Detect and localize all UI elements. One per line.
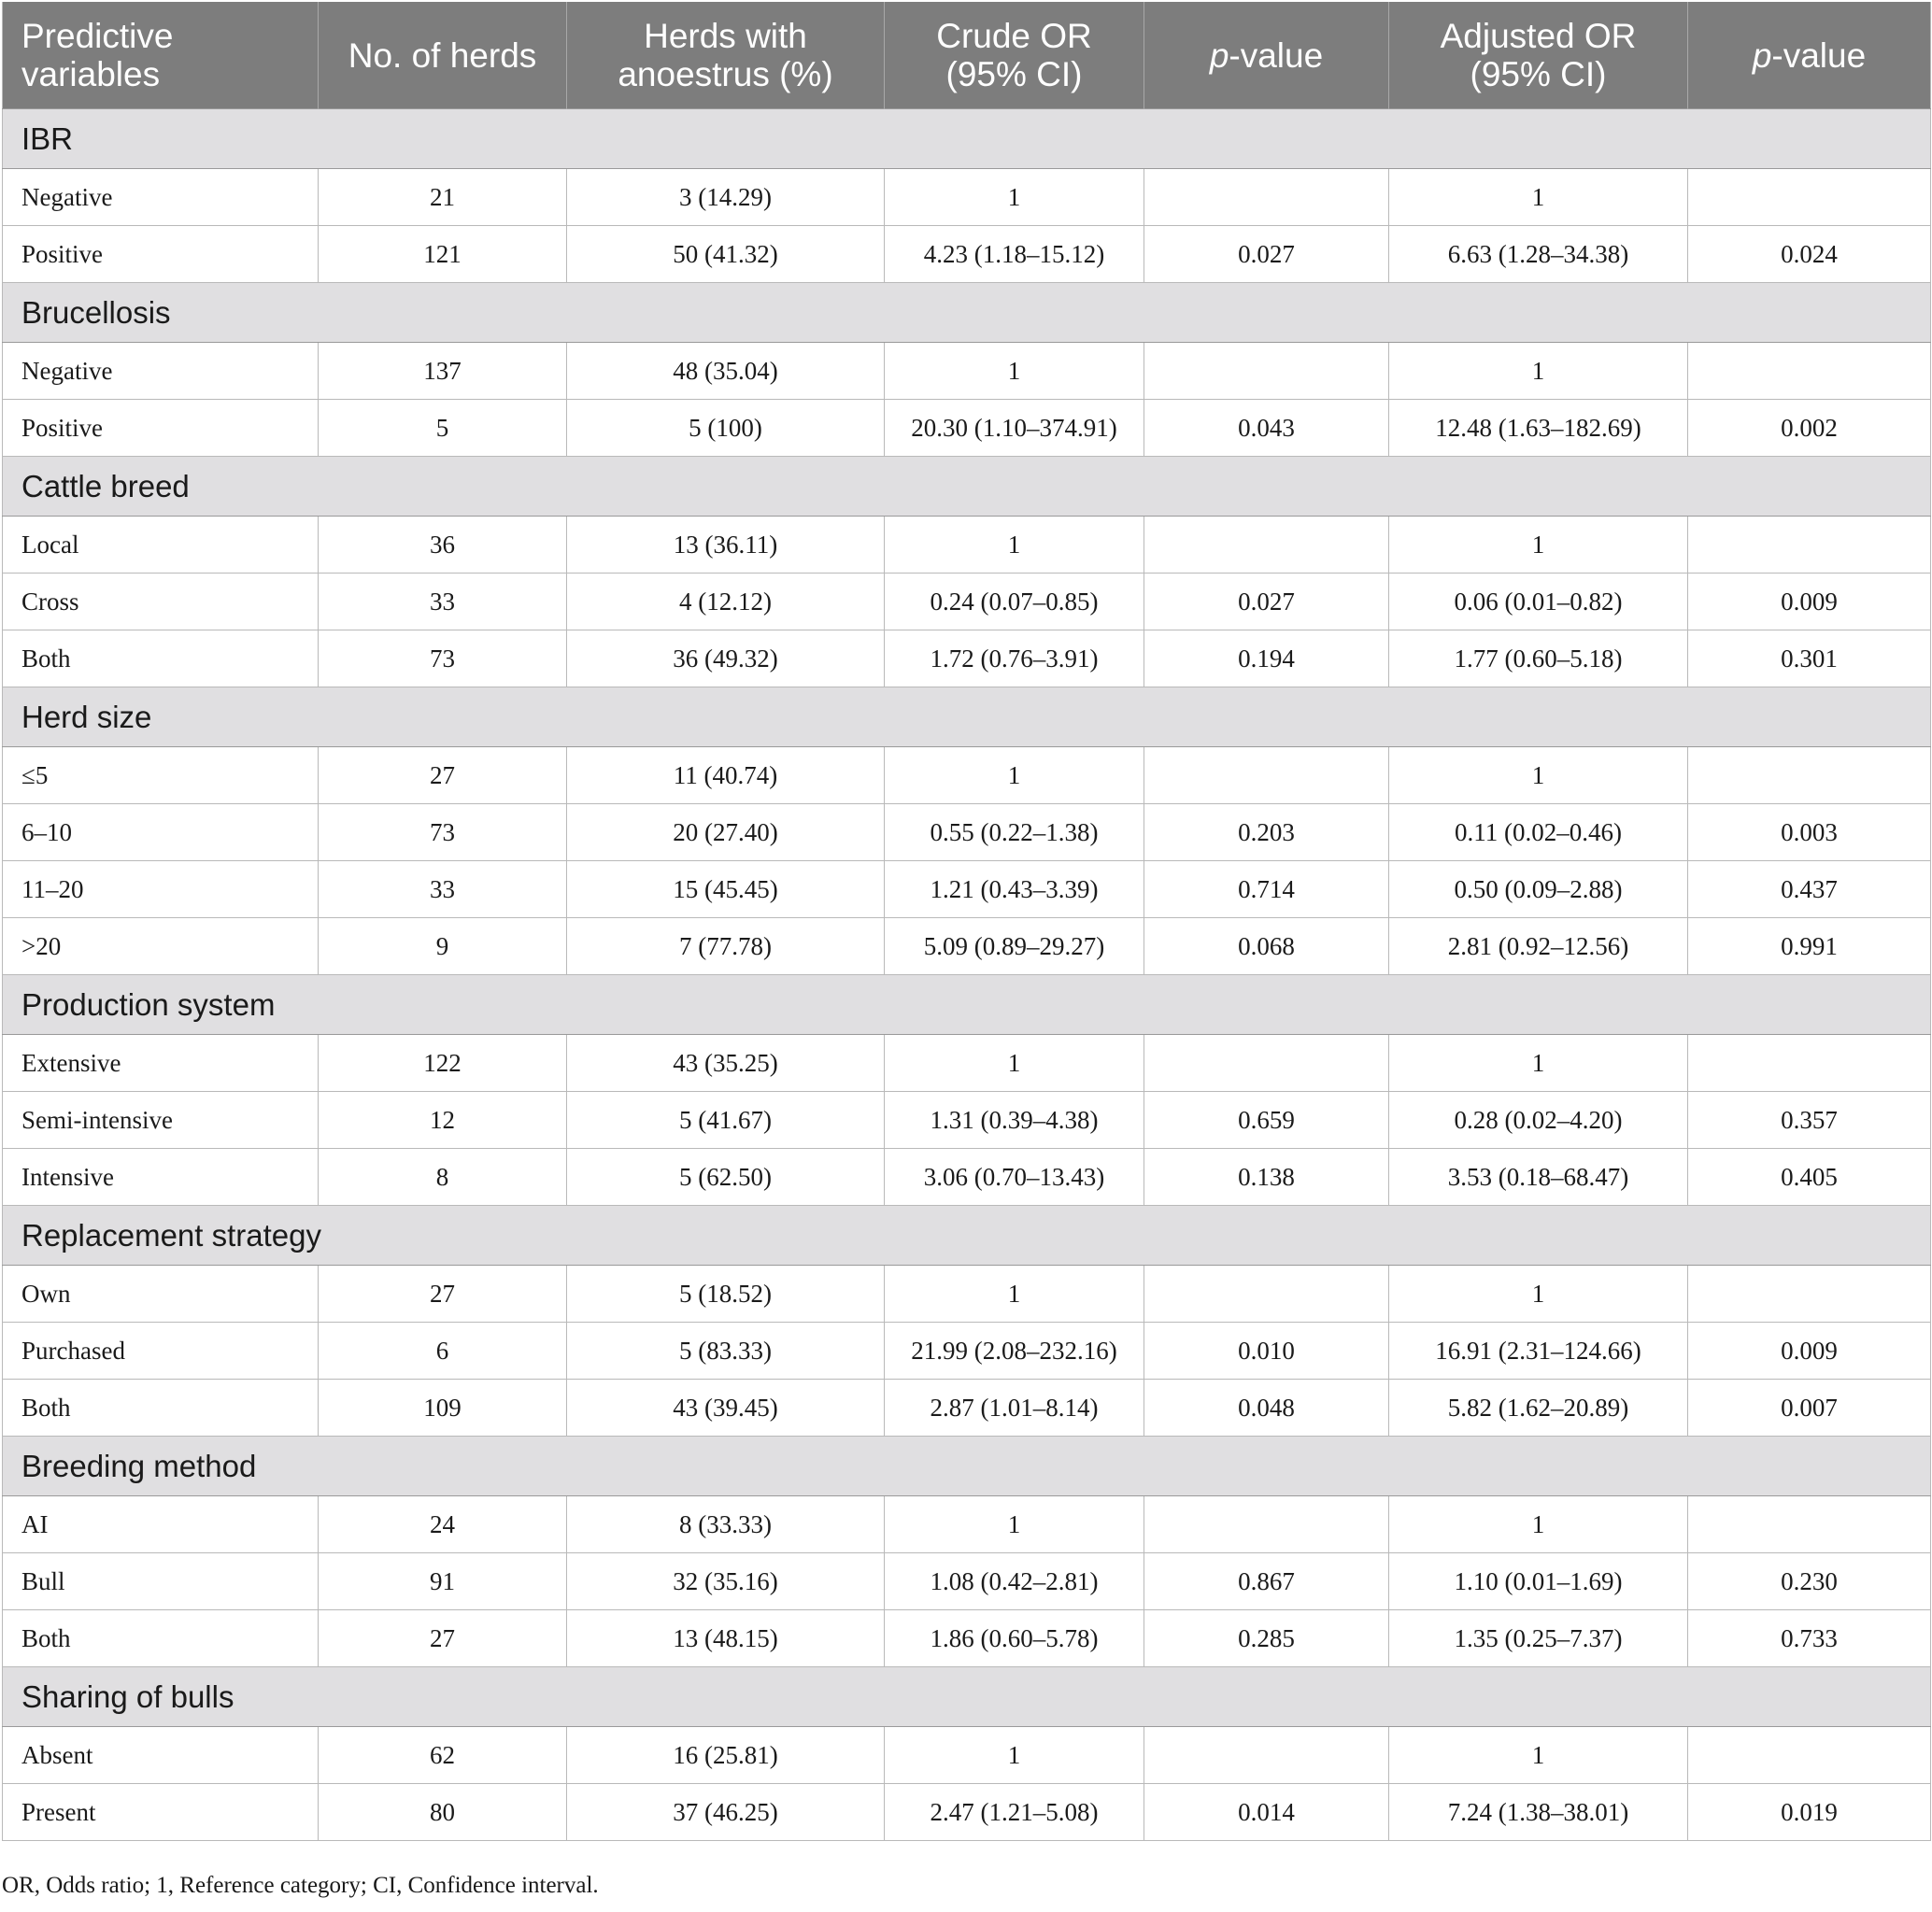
group-header-row (3, 1667, 1931, 1727)
cell-p-value-crude: 0.027 (1144, 574, 1389, 630)
cell-herds-with-anoestrus: 11 (40.74) (567, 747, 885, 804)
cell-no-of-herds: 21 (319, 169, 567, 226)
row-label: Absent (3, 1727, 319, 1784)
cell-adjusted-or: 2.81 (0.92–12.56) (1389, 918, 1688, 975)
table-row (3, 1784, 1931, 1841)
cell-herds-with-anoestrus: 5 (83.33) (567, 1323, 885, 1380)
table-row (3, 1496, 1931, 1553)
table-row (3, 1553, 1931, 1610)
table-row (3, 343, 1931, 400)
cell-p-value-adjusted: 0.230 (1688, 1553, 1931, 1610)
cell-herds-with-anoestrus: 50 (41.32) (567, 226, 885, 283)
table-row (3, 747, 1931, 804)
cell-no-of-herds: 9 (319, 918, 567, 975)
cell-adjusted-or: 7.24 (1.38–38.01) (1389, 1784, 1688, 1841)
cell-adjusted-or: 1 (1389, 169, 1688, 226)
cell-p-value-adjusted: 0.024 (1688, 226, 1931, 283)
cell-no-of-herds: 121 (319, 226, 567, 283)
cell-p-value-adjusted: 0.019 (1688, 1784, 1931, 1841)
group-label: Herd size (3, 687, 1931, 747)
cell-p-value-adjusted (1688, 517, 1931, 574)
group-label: Sharing of bulls (3, 1667, 1931, 1727)
row-label: Negative (3, 169, 319, 226)
row-label: Cross (3, 574, 319, 630)
row-label: Both (3, 630, 319, 687)
cell-adjusted-or: 1 (1389, 1496, 1688, 1553)
group-label: Cattle breed (3, 457, 1931, 517)
cell-no-of-herds: 109 (319, 1380, 567, 1437)
table-row (3, 574, 1931, 630)
cell-adjusted-or: 6.63 (1.28–34.38) (1389, 226, 1688, 283)
header-predictive-variables: Predictive variables (3, 2, 319, 109)
cell-adjusted-or: 1 (1389, 343, 1688, 400)
table-row (3, 1266, 1931, 1323)
cell-herds-with-anoestrus: 20 (27.40) (567, 804, 885, 861)
cell-adjusted-or: 1.10 (0.01–1.69) (1389, 1553, 1688, 1610)
cell-p-value-adjusted: 0.002 (1688, 400, 1931, 457)
cell-p-value-crude: 0.659 (1144, 1092, 1389, 1149)
table-row (3, 1092, 1931, 1149)
cell-p-value-crude: 0.027 (1144, 226, 1389, 283)
row-label: Extensive (3, 1035, 319, 1092)
cell-crude-or: 21.99 (2.08–232.16) (885, 1323, 1144, 1380)
row-label: Semi-intensive (3, 1092, 319, 1149)
cell-adjusted-or: 1 (1389, 1035, 1688, 1092)
header-p-suffix: -value (1229, 35, 1324, 75)
cell-crude-or: 1 (885, 169, 1144, 226)
row-label: Local (3, 517, 319, 574)
row-label: Bull (3, 1553, 319, 1610)
cell-no-of-herds: 12 (319, 1092, 567, 1149)
table-row (3, 1149, 1931, 1206)
table-row (3, 1380, 1931, 1437)
cell-herds-with-anoestrus: 5 (62.50) (567, 1149, 885, 1206)
cell-p-value-adjusted (1688, 1266, 1931, 1323)
cell-p-value-adjusted: 0.733 (1688, 1610, 1931, 1667)
cell-crude-or: 0.55 (0.22–1.38) (885, 804, 1144, 861)
cell-p-value-crude (1144, 1035, 1389, 1092)
cell-adjusted-or: 0.06 (0.01–0.82) (1389, 574, 1688, 630)
table-row (3, 1035, 1931, 1092)
cell-no-of-herds: 5 (319, 400, 567, 457)
cell-crude-or: 20.30 (1.10–374.91) (885, 400, 1144, 457)
cell-crude-or: 3.06 (0.70–13.43) (885, 1149, 1144, 1206)
cell-p-value-crude: 0.194 (1144, 630, 1389, 687)
cell-herds-with-anoestrus: 32 (35.16) (567, 1553, 885, 1610)
header-p-value-crude (1144, 2, 1389, 109)
cell-adjusted-or: 1.77 (0.60–5.18) (1389, 630, 1688, 687)
table-row (3, 517, 1931, 574)
cell-p-value-adjusted (1688, 169, 1931, 226)
cell-p-value-crude: 0.285 (1144, 1610, 1389, 1667)
cell-p-value-crude (1144, 517, 1389, 574)
row-label: Negative (3, 343, 319, 400)
cell-p-value-adjusted: 0.009 (1688, 1323, 1931, 1380)
cell-adjusted-or: 1 (1389, 747, 1688, 804)
cell-no-of-herds: 137 (319, 343, 567, 400)
row-label: Own (3, 1266, 319, 1323)
cell-p-value-crude: 0.203 (1144, 804, 1389, 861)
cell-crude-or: 1.08 (0.42–2.81) (885, 1553, 1144, 1610)
row-label: Positive (3, 400, 319, 457)
table-row (3, 1727, 1931, 1784)
cell-p-value-crude: 0.043 (1144, 400, 1389, 457)
header-crude-or: Crude OR (95% CI) (885, 2, 1144, 109)
table-footnote: OR, Odds ratio; 1, Reference category; CI, Confidence interval. (2, 1873, 599, 1898)
cell-p-value-crude: 0.068 (1144, 918, 1389, 975)
cell-herds-with-anoestrus: 3 (14.29) (567, 169, 885, 226)
cell-p-value-adjusted (1688, 1035, 1931, 1092)
table-body (3, 109, 1931, 1841)
cell-no-of-herds: 27 (319, 747, 567, 804)
cell-no-of-herds: 24 (319, 1496, 567, 1553)
cell-p-value-adjusted: 0.437 (1688, 861, 1931, 918)
cell-herds-with-anoestrus: 5 (41.67) (567, 1092, 885, 1149)
cell-no-of-herds: 36 (319, 517, 567, 574)
table-row (3, 918, 1931, 975)
group-header-row (3, 109, 1931, 169)
cell-no-of-herds: 73 (319, 804, 567, 861)
header-p-suffix: -value (1771, 35, 1867, 75)
cell-p-value-adjusted (1688, 1496, 1931, 1553)
cell-adjusted-or: 1 (1389, 1727, 1688, 1784)
table-row (3, 400, 1931, 457)
group-header-row (3, 1206, 1931, 1266)
cell-crude-or: 2.47 (1.21–5.08) (885, 1784, 1144, 1841)
cell-p-value-crude: 0.867 (1144, 1553, 1389, 1610)
cell-p-value-crude (1144, 343, 1389, 400)
cell-p-value-crude: 0.010 (1144, 1323, 1389, 1380)
cell-herds-with-anoestrus: 8 (33.33) (567, 1496, 885, 1553)
cell-herds-with-anoestrus: 5 (100) (567, 400, 885, 457)
cell-herds-with-anoestrus: 15 (45.45) (567, 861, 885, 918)
cell-herds-with-anoestrus: 5 (18.52) (567, 1266, 885, 1323)
cell-no-of-herds: 122 (319, 1035, 567, 1092)
cell-p-value-crude (1144, 1496, 1389, 1553)
header-adjusted-or: Adjusted OR (95% CI) (1389, 2, 1688, 109)
cell-adjusted-or: 1 (1389, 517, 1688, 574)
table-row (3, 226, 1931, 283)
cell-herds-with-anoestrus: 4 (12.12) (567, 574, 885, 630)
header-herds-with-anoestrus: Herds with anoestrus (%) (567, 2, 885, 109)
cell-crude-or: 1 (885, 343, 1144, 400)
cell-herds-with-anoestrus: 37 (46.25) (567, 1784, 885, 1841)
cell-herds-with-anoestrus: 43 (35.25) (567, 1035, 885, 1092)
cell-herds-with-anoestrus: 13 (36.11) (567, 517, 885, 574)
cell-no-of-herds: 6 (319, 1323, 567, 1380)
group-label: Production system (3, 975, 1931, 1035)
group-header-row (3, 283, 1931, 343)
row-label: 6–10 (3, 804, 319, 861)
cell-p-value-crude: 0.138 (1144, 1149, 1389, 1206)
cell-herds-with-anoestrus: 43 (39.45) (567, 1380, 885, 1437)
cell-crude-or: 1 (885, 1727, 1144, 1784)
cell-crude-or: 1 (885, 517, 1144, 574)
cell-p-value-adjusted: 0.991 (1688, 918, 1931, 975)
cell-p-value-crude: 0.014 (1144, 1784, 1389, 1841)
cell-crude-or: 5.09 (0.89–29.27) (885, 918, 1144, 975)
cell-adjusted-or: 3.53 (0.18–68.47) (1389, 1149, 1688, 1206)
cell-p-value-adjusted (1688, 1727, 1931, 1784)
cell-p-value-crude: 0.048 (1144, 1380, 1389, 1437)
cell-p-value-adjusted: 0.357 (1688, 1092, 1931, 1149)
results-table-container (2, 2, 1930, 1841)
cell-adjusted-or: 1 (1389, 1266, 1688, 1323)
row-label: Positive (3, 226, 319, 283)
group-header-row (3, 457, 1931, 517)
cell-no-of-herds: 27 (319, 1610, 567, 1667)
row-label: Both (3, 1380, 319, 1437)
cell-p-value-adjusted: 0.003 (1688, 804, 1931, 861)
cell-crude-or: 1.72 (0.76–3.91) (885, 630, 1144, 687)
row-label: Both (3, 1610, 319, 1667)
group-header-row (3, 687, 1931, 747)
row-label: AI (3, 1496, 319, 1553)
cell-p-value-crude: 0.714 (1144, 861, 1389, 918)
cell-crude-or: 1 (885, 1266, 1144, 1323)
row-label: >20 (3, 918, 319, 975)
group-label: Replacement strategy (3, 1206, 1931, 1266)
cell-adjusted-or: 12.48 (1.63–182.69) (1389, 400, 1688, 457)
header-p-italic: p (1209, 35, 1229, 75)
cell-crude-or: 1 (885, 1496, 1144, 1553)
header-no-of-herds: No. of herds (319, 2, 567, 109)
cell-no-of-herds: 91 (319, 1553, 567, 1610)
row-label: ≤5 (3, 747, 319, 804)
cell-crude-or: 1 (885, 747, 1144, 804)
table-row (3, 169, 1931, 226)
odds-ratio-table (2, 2, 1931, 1841)
cell-no-of-herds: 80 (319, 1784, 567, 1841)
cell-no-of-herds: 62 (319, 1727, 567, 1784)
cell-p-value-adjusted (1688, 343, 1931, 400)
group-header-row (3, 1437, 1931, 1496)
cell-no-of-herds: 33 (319, 861, 567, 918)
header-row (3, 2, 1931, 109)
cell-p-value-crude (1144, 169, 1389, 226)
cell-adjusted-or: 16.91 (2.31–124.66) (1389, 1323, 1688, 1380)
cell-herds-with-anoestrus: 36 (49.32) (567, 630, 885, 687)
cell-crude-or: 4.23 (1.18–15.12) (885, 226, 1144, 283)
group-label: Breeding method (3, 1437, 1931, 1496)
cell-herds-with-anoestrus: 16 (25.81) (567, 1727, 885, 1784)
cell-p-value-adjusted: 0.301 (1688, 630, 1931, 687)
cell-no-of-herds: 8 (319, 1149, 567, 1206)
cell-p-value-crude (1144, 1727, 1389, 1784)
cell-crude-or: 1.86 (0.60–5.78) (885, 1610, 1144, 1667)
row-label: Present (3, 1784, 319, 1841)
cell-adjusted-or: 0.28 (0.02–4.20) (1389, 1092, 1688, 1149)
header-p-value-adjusted (1688, 2, 1931, 109)
cell-p-value-adjusted: 0.009 (1688, 574, 1931, 630)
cell-herds-with-anoestrus: 13 (48.15) (567, 1610, 885, 1667)
cell-crude-or: 0.24 (0.07–0.85) (885, 574, 1144, 630)
cell-crude-or: 2.87 (1.01–8.14) (885, 1380, 1144, 1437)
table-row (3, 1323, 1931, 1380)
table-row (3, 1610, 1931, 1667)
cell-herds-with-anoestrus: 7 (77.78) (567, 918, 885, 975)
cell-crude-or: 1.21 (0.43–3.39) (885, 861, 1144, 918)
group-label: IBR (3, 109, 1931, 169)
cell-no-of-herds: 73 (319, 630, 567, 687)
cell-p-value-adjusted: 0.405 (1688, 1149, 1931, 1206)
cell-adjusted-or: 0.11 (0.02–0.46) (1389, 804, 1688, 861)
cell-p-value-crude (1144, 747, 1389, 804)
row-label: Intensive (3, 1149, 319, 1206)
cell-p-value-adjusted (1688, 747, 1931, 804)
table-row (3, 861, 1931, 918)
cell-no-of-herds: 33 (319, 574, 567, 630)
cell-p-value-adjusted: 0.007 (1688, 1380, 1931, 1437)
group-label: Brucellosis (3, 283, 1931, 343)
cell-adjusted-or: 1.35 (0.25–7.37) (1389, 1610, 1688, 1667)
table-row (3, 630, 1931, 687)
cell-p-value-crude (1144, 1266, 1389, 1323)
cell-no-of-herds: 27 (319, 1266, 567, 1323)
group-header-row (3, 975, 1931, 1035)
cell-adjusted-or: 5.82 (1.62–20.89) (1389, 1380, 1688, 1437)
header-p-italic: p (1752, 35, 1772, 75)
row-label: 11–20 (3, 861, 319, 918)
cell-adjusted-or: 0.50 (0.09–2.88) (1389, 861, 1688, 918)
cell-herds-with-anoestrus: 48 (35.04) (567, 343, 885, 400)
cell-crude-or: 1 (885, 1035, 1144, 1092)
table-row (3, 804, 1931, 861)
row-label: Purchased (3, 1323, 319, 1380)
cell-crude-or: 1.31 (0.39–4.38) (885, 1092, 1144, 1149)
